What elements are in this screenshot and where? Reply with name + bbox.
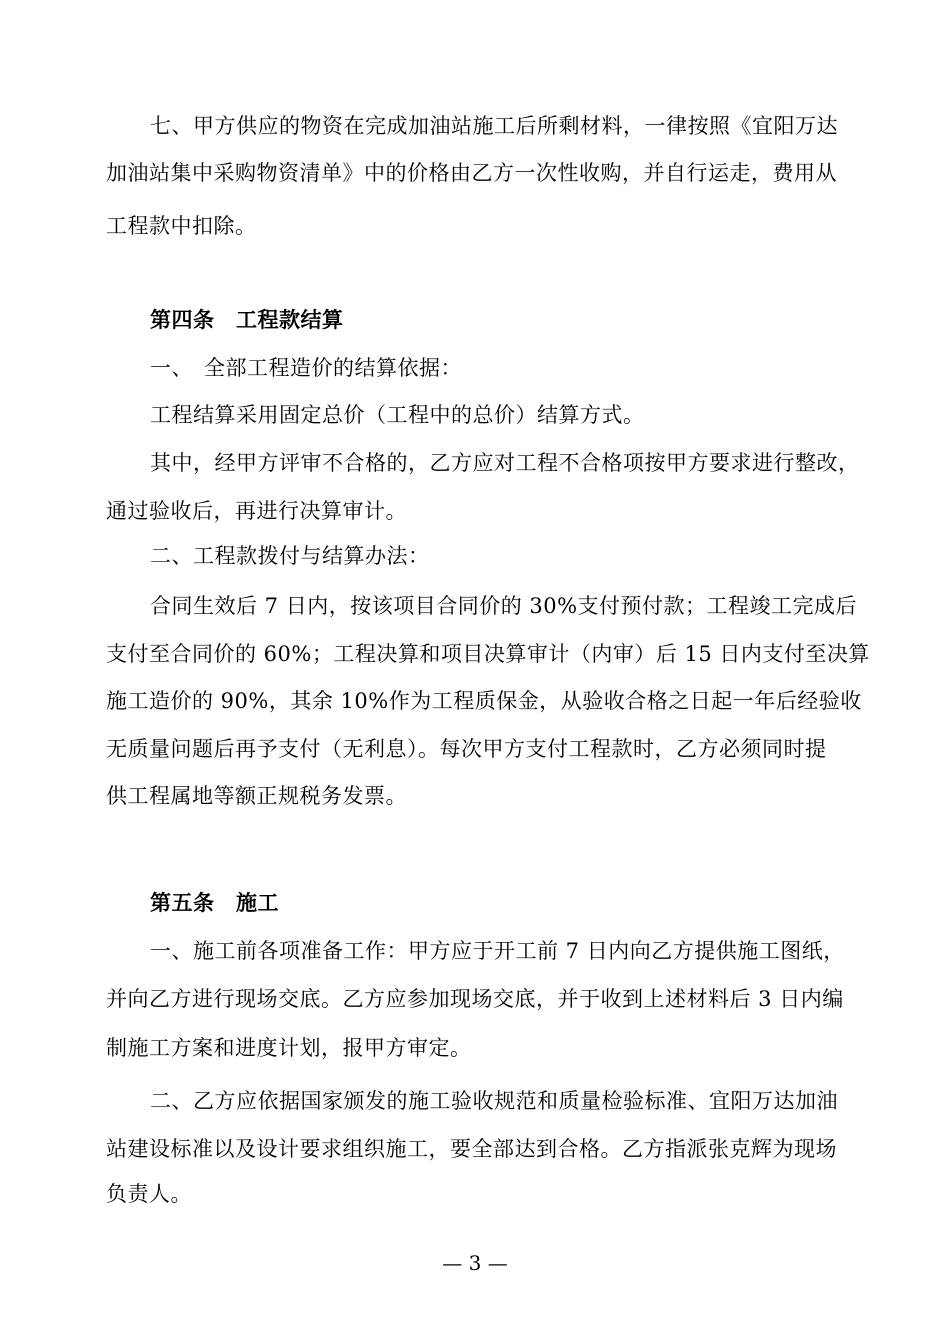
section-heading-5: 第五条 施工 bbox=[150, 890, 279, 915]
paragraph-line: 施工造价的 90%，其余 10%作为工程质保金，从验收合格之日起一年后经验收 bbox=[106, 689, 862, 713]
paragraph-line: 合同生效后 7 日内，按该项目合同价的 30%支付预付款；工程竣工完成后 bbox=[150, 594, 858, 618]
paragraph-line: 工程款中扣除。 bbox=[106, 214, 257, 238]
paragraph-line: 二、乙方应依据国家颁发的施工验收规范和质量检验标准、宜阳万达加油 bbox=[150, 1089, 838, 1113]
paragraph-line: 无质量问题后再予支付（无利息）。每次甲方支付工程款时，乙方必须同时提 bbox=[106, 737, 827, 761]
paragraph-line: 制施工方案和进度计划，报甲方审定。 bbox=[106, 1036, 472, 1060]
paragraph-line: 站建设标准以及设计要求组织施工，要全部达到合格。乙方指派张克辉为现场 bbox=[106, 1137, 837, 1161]
paragraph-line: 供工程属地等额正规税务发票。 bbox=[106, 784, 407, 808]
page-number: — 3 — bbox=[442, 1251, 508, 1275]
paragraph-line: 通过验收后，再进行决算审计。 bbox=[106, 499, 407, 523]
paragraph-line: 七、甲方供应的物资在完成加油站施工后所剩材料，一律按照《宜阳万达 bbox=[150, 114, 838, 138]
section-heading-4: 第四条 工程款结算 bbox=[150, 307, 344, 332]
paragraph-line: 支付至合同价的 60%；工程决算和项目决算审计（内审）后 15 日内支付至决算 bbox=[106, 642, 870, 666]
paragraph-line: 工程结算采用固定总价（工程中的总价）结算方式。 bbox=[150, 403, 645, 427]
paragraph-line: 一、施工前各项准备工作：甲方应于开工前 7 日内向乙方提供施工图纸， bbox=[150, 939, 845, 963]
paragraph-line: 加油站集中采购物资清单》中的价格由乙方一次性收购，并自行运走，费用从 bbox=[106, 161, 837, 185]
paragraph-line: 负责人。 bbox=[106, 1182, 192, 1206]
paragraph-line: 并向乙方进行现场交底。乙方应参加现场交底，并于收到上述材料后 3 日内编 bbox=[106, 987, 844, 1011]
paragraph-line: 一、 全部工程造价的结算依据： bbox=[150, 356, 462, 380]
paragraph-line: 二、工程款拨付与结算办法： bbox=[150, 544, 430, 568]
paragraph-line: 其中，经甲方评审不合格的，乙方应对工程不合格项按甲方要求进行整改， bbox=[150, 451, 860, 475]
